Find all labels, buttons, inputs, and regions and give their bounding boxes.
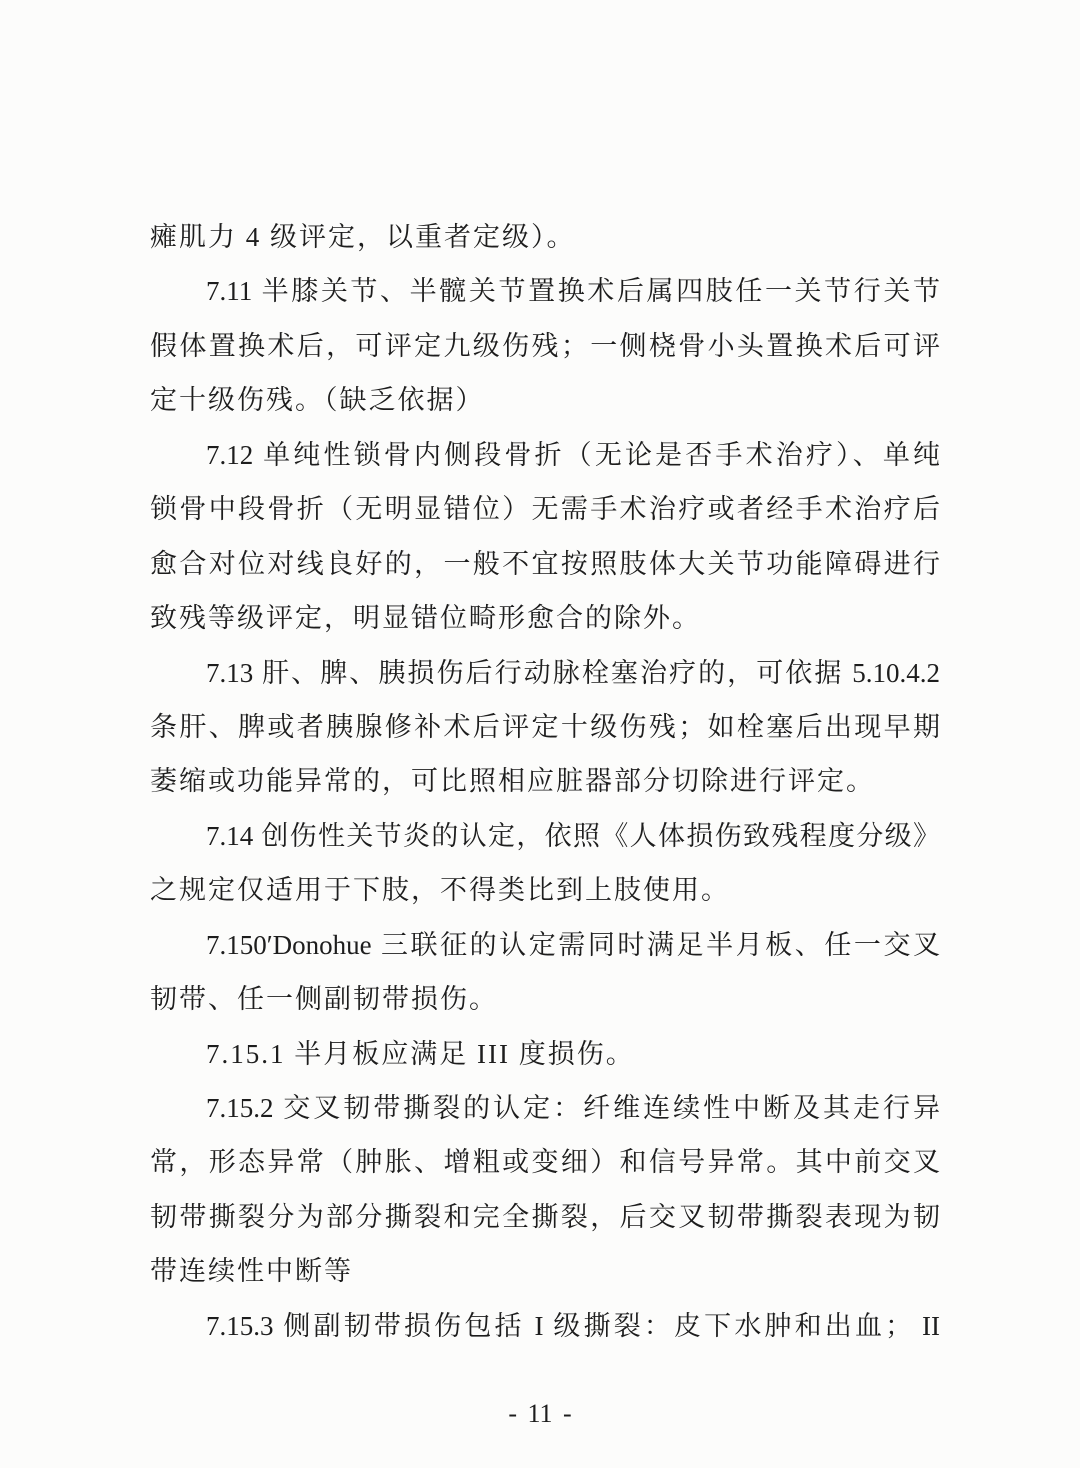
paragraph-7-15 xyxy=(150,918,940,1027)
paragraph-7-12 xyxy=(150,428,940,646)
text-line: 锁骨中段骨折（无明显错位）无需手术治疗或者经手术治疗后 xyxy=(150,494,940,525)
text-line: 带连续性中断等 xyxy=(150,1256,353,1287)
text-line: 7.15.3 侧副韧带损伤包括 I 级撕裂：皮下水肿和出血； II xyxy=(206,1310,940,1341)
paragraph-7-15-1 xyxy=(150,1027,940,1081)
paragraph-7-11 xyxy=(150,264,940,427)
text-line: 7.12 单纯性锁骨内侧段骨折（无论是否手术治疗）、单纯 xyxy=(206,439,940,470)
text-line: 定十级伤残。（缺乏依据） xyxy=(150,385,485,416)
text-line: 7.15.1 半月板应满足 III 度损伤。 xyxy=(206,1038,635,1069)
text-line: 7.150′Donohue 三联征的认定需同时满足半月板、任一交叉 xyxy=(206,929,940,960)
text-line: 韧带、任一侧副韧带损伤。 xyxy=(150,984,498,1015)
text-line: 瘫肌力 4 级评定，以重者定级）。 xyxy=(150,222,576,252)
paragraph-7-15-3 xyxy=(150,1299,940,1353)
text-line: 韧带撕裂分为部分撕裂和完全撕裂，后交叉韧带撕裂表现为韧 xyxy=(150,1201,940,1232)
text-line: 常，形态异常（肿胀、增粗或变细）和信号异常。其中前交叉 xyxy=(150,1147,940,1178)
page-number: - 11 - xyxy=(508,1399,572,1428)
text-line: 7.13 肝、脾、胰损伤后行动脉栓塞治疗的，可依据 5.10.4.2 xyxy=(206,657,940,688)
text-line: 7.11 半膝关节、半髋关节置换术后属四肢任一关节行关节 xyxy=(206,276,940,307)
text-line: 愈合对位对线良好的，一般不宜按照肢体大关节功能障碍进行 xyxy=(150,548,940,579)
text-line: 7.15.2 交叉韧带撕裂的认定：纤维连续性中断及其走行异 xyxy=(206,1093,940,1123)
paragraph-7-15-2 xyxy=(150,1081,940,1299)
text-line: 7.14 创伤性关节炎的认定，依照《人体损伤致残程度分级》 xyxy=(206,820,940,851)
text-line: 萎缩或功能异常的，可比照相应脏器部分切除进行评定。 xyxy=(150,766,875,797)
document-body xyxy=(150,210,940,1353)
paragraph-continuation xyxy=(150,210,940,264)
paragraph-7-13 xyxy=(150,646,940,809)
text-line: 条肝、脾或者胰腺修补术后评定十级伤残；如栓塞后出现早期 xyxy=(150,711,940,742)
text-line: 致残等级评定，明显错位畸形愈合的除外。 xyxy=(150,603,701,634)
text-line: 之规定仅适用于下肢，不得类比到上肢使用。 xyxy=(150,875,730,906)
text-line: 假体置换术后，可评定九级伤残；一侧桡骨小头置换术后可评 xyxy=(150,330,940,361)
paragraph-7-14 xyxy=(150,809,940,918)
